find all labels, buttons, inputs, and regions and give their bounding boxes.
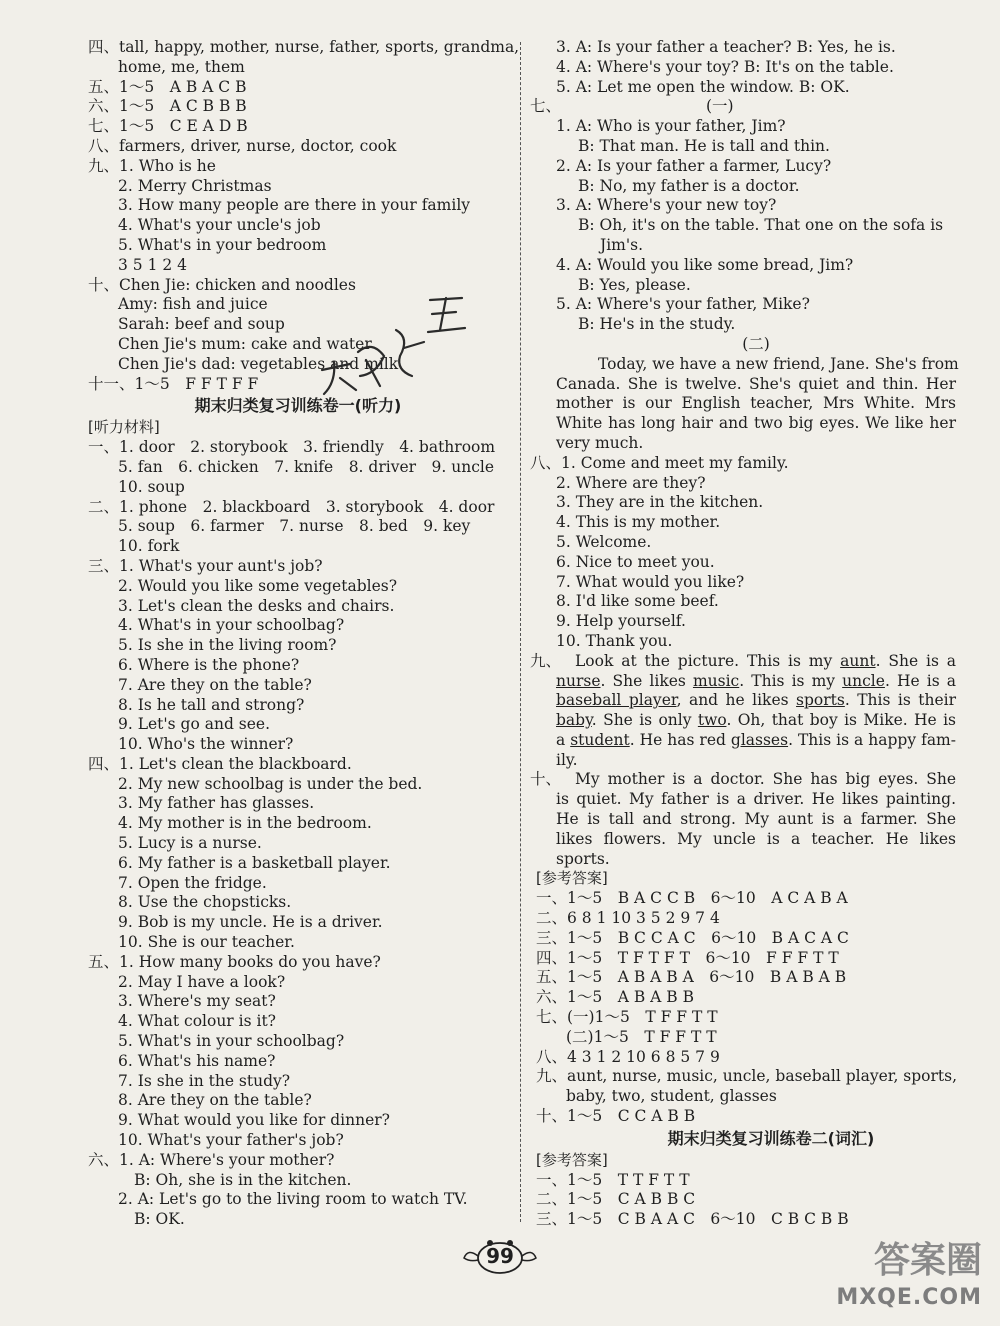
line: sports. (556, 849, 610, 868)
line: 2. My new schoolbag is under the bed. (118, 774, 423, 793)
answer-line: 一、1～5 B A C C B 6～10 A C A B A (536, 889, 848, 908)
line (556, 691, 956, 711)
line (556, 731, 956, 751)
line: likes flowers. My uncle is a teacher. He likes (556, 829, 956, 848)
section-label: 十、 (530, 770, 562, 789)
answer-line: 二、6 8 1 10 3 5 2 9 7 4 (536, 909, 720, 928)
answer-line: (二)1～5 T F F T T (566, 1027, 717, 1046)
line: Today, we have a new friend, Jane. She's from (598, 354, 959, 373)
line: 六、1. A: Where's your mother? (88, 1150, 335, 1169)
line: very much. (556, 433, 644, 452)
answer-line: 二、1～5 C A B B C (536, 1190, 696, 1209)
line: B: Oh, she is in the kitchen. (134, 1170, 352, 1189)
line: 4. What colour is it? (118, 1012, 276, 1031)
section-label: 九、 (530, 651, 562, 670)
line: 二、1. phone 2. blackboard 3. storybook 4. door (88, 497, 495, 516)
line (556, 711, 956, 731)
page-number: 99 (486, 1244, 514, 1268)
line: 九、1. Who is he (88, 156, 216, 175)
line: 2. Would you like some vegetables? (118, 576, 398, 595)
answer-line: 八、4 3 1 2 10 6 8 5 7 9 (536, 1047, 720, 1066)
line: 4. This is my mother. (556, 513, 721, 532)
line: 8. Is he tall and strong? (118, 695, 305, 714)
text: . This is their (844, 691, 956, 710)
line (556, 672, 956, 692)
right-column (530, 38, 959, 1230)
line: Chen Jie's mum: cake and water (118, 334, 372, 353)
answer-word: music (692, 671, 740, 690)
line: 四、1. Let's clean the blackboard. (88, 754, 352, 773)
line (530, 770, 956, 790)
line: Chen Jie's dad: vegetables and milk (118, 354, 399, 373)
line: White has long hair and two big eyes. We like her (556, 414, 956, 433)
text: . She likes (600, 671, 693, 690)
line: 5. soup 6. farmer 7. nurse 8. bed 9. key (118, 517, 471, 536)
answer-word: baseball player (556, 691, 677, 710)
line: Amy: fish and juice (118, 295, 268, 314)
text: . This is a happy fam- (788, 730, 956, 749)
line: 五、1. How many books do you have? (88, 952, 381, 971)
line: 4. My mother is in the bedroom. (118, 814, 372, 833)
line: 5. Welcome. (556, 532, 652, 551)
answer-line: 四、1～5 T F T F T 6～10 F F F T T (536, 948, 839, 967)
answer-word: two (697, 711, 727, 730)
line: 八、farmers, driver, nurse, doctor, cook (88, 136, 397, 155)
answer-line: 九、aunt, nurse, music, uncle, baseball player, sports, (536, 1067, 958, 1086)
text: Look at the picture. This is my (575, 651, 841, 670)
line: 10. fork (118, 537, 180, 556)
line: B: No, my father is a doctor. (578, 176, 800, 195)
line: 6. My father is a basketball player. (118, 853, 391, 872)
line: 9. Help yourself. (556, 612, 686, 631)
text: . He has red (629, 730, 731, 749)
line: B: Oh, it's on the table. That one on the sofa is (578, 216, 944, 235)
line: 十一、1～5 F F T F F (88, 374, 259, 393)
line: He is tall and strong. My aunt is a farmer. She (556, 810, 956, 829)
line: 十、Chen Jie: chicken and noodles (88, 275, 356, 294)
line: 六、1～5 A C B B B (88, 97, 247, 116)
line: 一、1. door 2. storybook 3. friendly 4. bathroom (88, 438, 496, 457)
line: 5. What's in your bedroom (118, 235, 327, 254)
line: 2. Merry Christmas (118, 176, 272, 195)
answer-line: 一、1～5 T T F T T (536, 1170, 690, 1189)
line: 2. May I have a look? (118, 972, 286, 991)
answer-line: 五、1～5 A B A B A 6～10 B A B A B (536, 968, 847, 987)
line: B: OK. (134, 1210, 185, 1229)
answer-word: sports (796, 691, 845, 710)
text: . He is a (884, 671, 956, 690)
line: 三、1. What's your aunt's job? (88, 556, 323, 575)
line: 8. I'd like some beef. (556, 592, 719, 611)
text: . This is my (739, 671, 843, 690)
line: Jim's. (600, 235, 644, 254)
line: 6. Where is the phone? (118, 655, 300, 674)
line: B: That man. He is tall and thin. (578, 136, 830, 155)
line: Canada. She is twelve. She's quiet and thin. Her (556, 374, 956, 393)
line: 5. fan 6. chicken 7. knife 8. driver 9. uncle (118, 457, 495, 476)
line: 10. Who's the winner? (118, 735, 294, 754)
line: 3. Let's clean the desks and chairs. (118, 596, 395, 615)
line: 8. Are they on the table? (118, 1091, 312, 1110)
text: . Oh, that boy is Mike. He is (726, 711, 956, 730)
left-column (88, 38, 520, 1230)
part-label: (一) (706, 97, 734, 116)
line: 5. A: Where's your father, Mike? (556, 295, 810, 314)
text: . She is only (591, 711, 698, 730)
answer-line: 三、1～5 C B A A C 6～10 C B C B B (536, 1210, 849, 1229)
line: 7. What would you like? (556, 572, 745, 591)
line: is quiet. My father is a driver. He likes painting. (556, 790, 956, 809)
answer-word: nurse (556, 671, 601, 690)
line: 3. How many people are there in your family (118, 196, 471, 215)
handwritten-annotation (300, 290, 470, 400)
line: 八、1. Come and meet my family. (530, 453, 789, 472)
line: 七、1～5 C E A D B (88, 117, 248, 136)
answers-label: [参考答案] (536, 869, 608, 888)
answer-line: 七、(一)1～5 T F F T T (536, 1008, 718, 1027)
line: 10. What's your father's job? (118, 1131, 344, 1150)
section-label: 七、 (530, 97, 562, 116)
line: 5. Lucy is a nurse. (118, 834, 262, 853)
column-divider (520, 42, 521, 1222)
line: 8. Use the chopsticks. (118, 893, 292, 912)
line: 五、1～5 A B A C B (88, 77, 247, 96)
line: 9. What would you like for dinner? (118, 1111, 390, 1130)
line: B: He's in the study. (578, 315, 736, 334)
line: 4. A: Where's your toy? B: It's on the table. (556, 57, 894, 76)
line: mother is our English teacher, Mrs White. Mrs (556, 394, 956, 413)
text: , and he likes (676, 691, 797, 710)
answer-word: uncle (842, 671, 885, 690)
text: . She is a (875, 651, 956, 670)
line: 5. Is she in the living room? (118, 636, 337, 655)
line: 3. A: Where's your new toy? (556, 196, 777, 215)
line: 1. A: Who is your father, Jim? (556, 117, 786, 136)
section-title: 期末归类复习训练卷一(听力) (194, 396, 402, 416)
line: 4. What's in your schoolbag? (118, 616, 345, 635)
watermark-url: MXQE.COM (836, 1285, 982, 1310)
line: 2. A: Is your father a farmer, Lucy? (556, 156, 832, 175)
line: 3. Where's my seat? (118, 992, 276, 1011)
answer-line: 十、1～5 C C A B B (536, 1107, 696, 1126)
line: 6. Nice to meet you. (556, 552, 715, 571)
line: 6. What's his name? (118, 1051, 276, 1070)
line: 3. They are in the kitchen. (556, 493, 764, 512)
line: 2. A: Let's go to the living room to watch TV. (118, 1190, 468, 1209)
line: 3. A: Is your father a teacher? B: Yes, he is. (556, 38, 896, 56)
answer-line: 六、1～5 A B A B B (536, 988, 694, 1007)
page-number-badge (460, 1238, 540, 1278)
line (530, 652, 956, 672)
text: a (556, 730, 571, 749)
line: 3. My father has glasses. (118, 794, 315, 813)
line: ily. (556, 750, 578, 769)
part-label: (二) (742, 334, 770, 353)
watermark-logo-text: 答案圈 (873, 1240, 982, 1281)
line: 5. A: Let me open the window. B: OK. (556, 77, 850, 96)
line: 3 5 1 2 4 (118, 255, 188, 274)
answer-line: baby, two, student, glasses (566, 1087, 777, 1106)
answer-word: student (570, 730, 630, 749)
line: 10. Thank you. (556, 631, 673, 650)
handwriting-text: 五 (450, 320, 451, 321)
line: 4. A: Would you like some bread, Jim? (556, 255, 854, 274)
line: 10. soup (118, 477, 185, 496)
line: 7. Are they on the table? (118, 675, 312, 694)
line: 5. What's in your schoolbag? (118, 1032, 345, 1051)
answer-word: glasses (730, 730, 789, 749)
line: Sarah: beef and soup (118, 315, 285, 334)
line: 9. Let's go and see. (118, 715, 271, 734)
line: 7. Open the fridge. (118, 873, 267, 892)
line: 2. Where are they? (556, 473, 706, 492)
line: 4. What's your uncle's job (118, 216, 321, 235)
line: B: Yes, please. (578, 275, 691, 294)
answer-word: baby (556, 711, 592, 730)
answers-label: [参考答案] (536, 1150, 608, 1169)
line: 四、tall, happy, mother, nurse, father, sports, grandma, (88, 38, 520, 56)
line: home, me, them (118, 57, 245, 76)
line: 7. Is she in the study? (118, 1071, 291, 1090)
answer-word: aunt (840, 651, 876, 670)
line: 10. She is our teacher. (118, 933, 295, 952)
line (530, 97, 956, 117)
text: My mother is a doctor. She has big eyes. She (575, 770, 956, 789)
material-label: [听力材料] (88, 418, 160, 437)
watermark (822, 1232, 982, 1312)
section-title: 期末归类复习训练卷二(词汇) (667, 1128, 875, 1148)
line: 9. Bob is my uncle. He is a driver. (118, 913, 383, 932)
answer-line: 三、1～5 B C C A C 6～10 B A C A C (536, 928, 849, 947)
